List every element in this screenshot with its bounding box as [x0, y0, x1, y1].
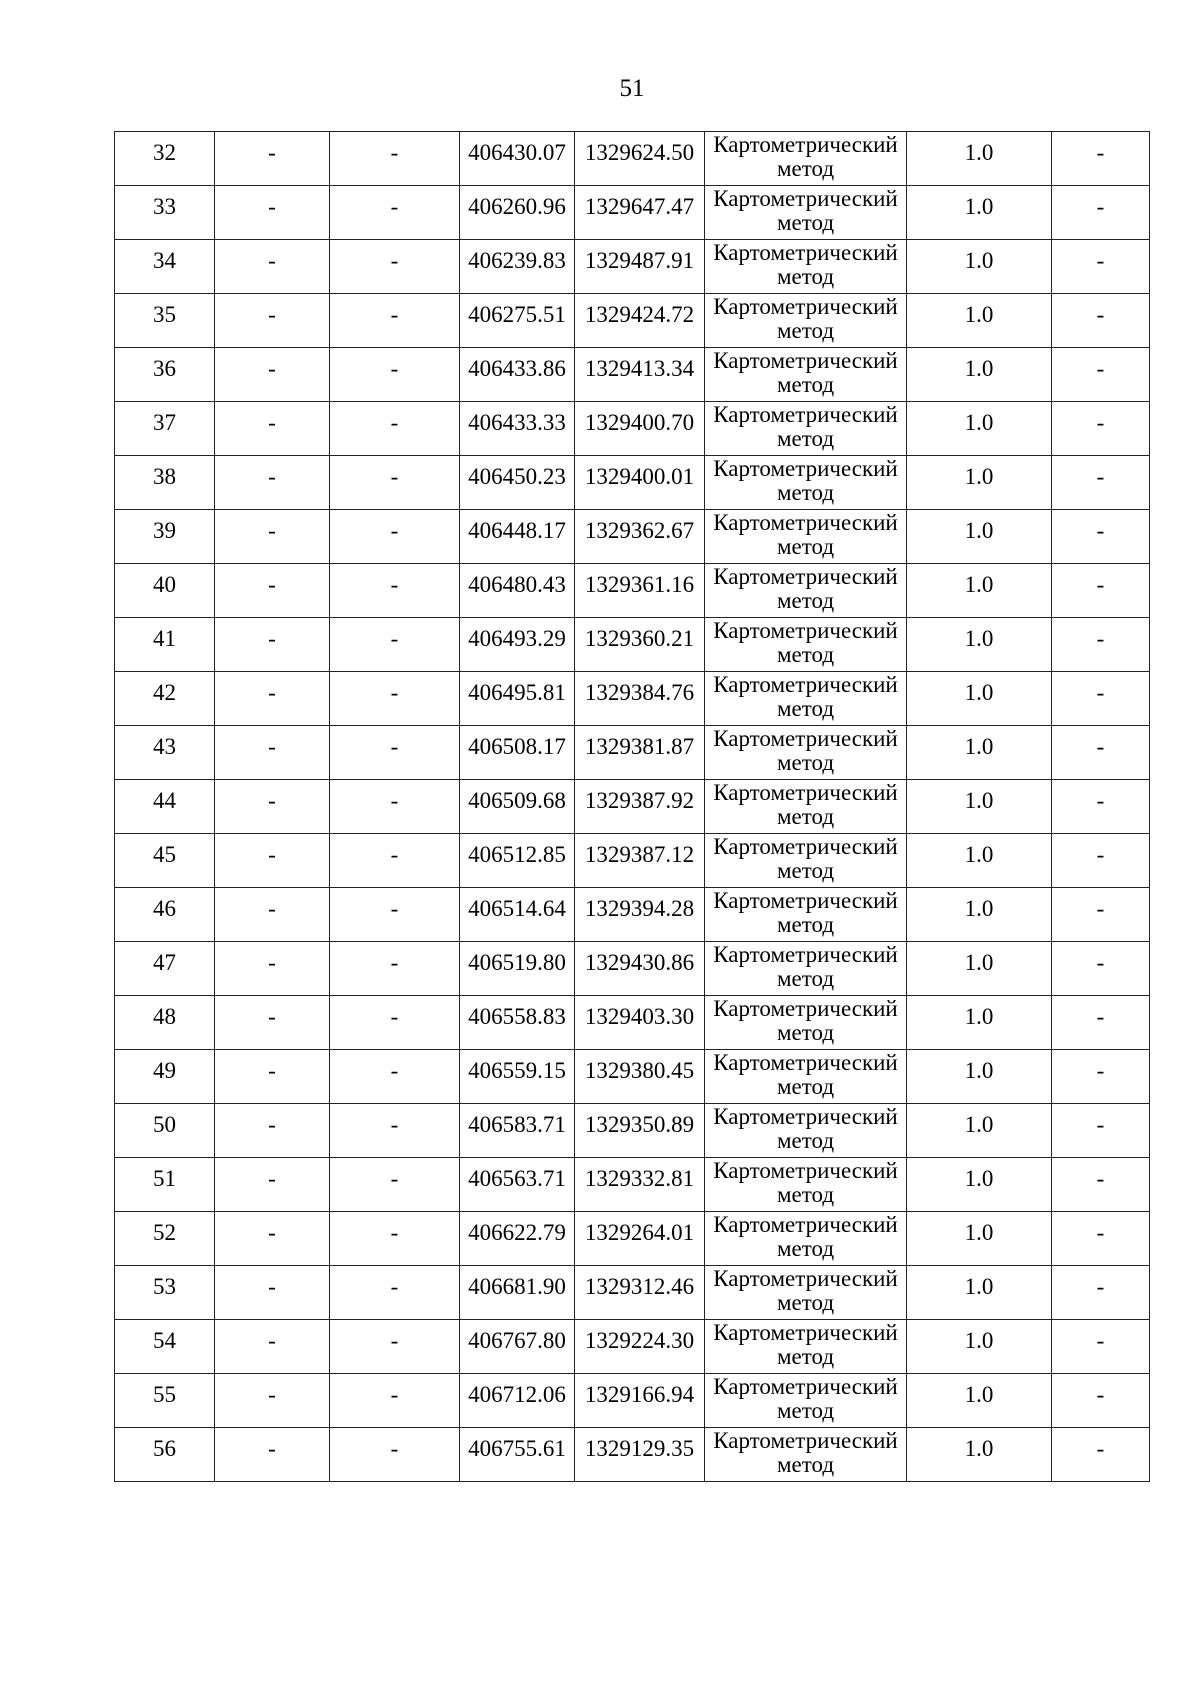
y-coordinate-cell: 1329413.34 [575, 348, 705, 402]
x-coordinate-cell: 406433.86 [460, 348, 575, 402]
column-8-cell: - [1052, 996, 1150, 1050]
method-line-1: Картометрический [713, 1050, 898, 1075]
method-line-2: метод [776, 480, 835, 505]
column-2-cell: - [215, 942, 330, 996]
x-coordinate-cell: 406563.71 [460, 1158, 575, 1212]
column-3-cell: - [330, 942, 460, 996]
column-8-cell: - [1052, 186, 1150, 240]
y-coordinate-cell: 1329350.89 [575, 1104, 705, 1158]
method-cell [705, 1212, 907, 1266]
y-coordinate-cell: 1329400.01 [575, 456, 705, 510]
point-number-cell: 35 [115, 294, 215, 348]
column-3-cell: - [330, 132, 460, 186]
method-line-1: Картометрический [713, 1266, 898, 1291]
point-number-cell: 34 [115, 240, 215, 294]
method-line-1: Картометрический [713, 1158, 898, 1183]
method-cell [705, 1104, 907, 1158]
point-number-cell: 32 [115, 132, 215, 186]
table-row [115, 1374, 1150, 1428]
method-cell [705, 240, 907, 294]
y-coordinate-cell: 1329624.50 [575, 132, 705, 186]
x-coordinate-cell: 406712.06 [460, 1374, 575, 1428]
accuracy-cell: 1.0 [907, 510, 1052, 564]
column-2-cell: - [215, 1266, 330, 1320]
method-line-1: Картометрический [713, 240, 898, 265]
column-8-cell: - [1052, 618, 1150, 672]
column-2-cell: - [215, 888, 330, 942]
column-2-cell: - [215, 456, 330, 510]
column-3-cell: - [330, 1266, 460, 1320]
table-row [115, 1158, 1150, 1212]
method-line-2: метод [776, 696, 835, 721]
column-8-cell: - [1052, 1158, 1150, 1212]
method-line-1: Картометрический [713, 996, 898, 1021]
method-line-2: метод [776, 426, 835, 451]
point-number-cell: 50 [115, 1104, 215, 1158]
y-coordinate-cell: 1329166.94 [575, 1374, 705, 1428]
method-line-2: метод [776, 534, 835, 559]
method-cell [705, 1374, 907, 1428]
column-8-cell: - [1052, 1320, 1150, 1374]
column-3-cell: - [330, 348, 460, 402]
table-row [115, 348, 1150, 402]
table-row [115, 1104, 1150, 1158]
column-3-cell: - [330, 996, 460, 1050]
method-line-2: метод [776, 588, 835, 613]
point-number-cell: 39 [115, 510, 215, 564]
column-3-cell: - [330, 456, 460, 510]
point-number-cell: 44 [115, 780, 215, 834]
method-cell [705, 1050, 907, 1104]
method-line-1: Картометрический [713, 1104, 898, 1129]
method-line-1: Картометрический [713, 1374, 898, 1399]
method-cell [705, 1320, 907, 1374]
x-coordinate-cell: 406433.33 [460, 402, 575, 456]
method-line-1: Картометрический [713, 942, 898, 967]
accuracy-cell: 1.0 [907, 456, 1052, 510]
point-number-cell: 49 [115, 1050, 215, 1104]
column-3-cell: - [330, 240, 460, 294]
accuracy-cell: 1.0 [907, 240, 1052, 294]
method-line-1: Картометрический [713, 618, 898, 643]
table-row [115, 618, 1150, 672]
y-coordinate-cell: 1329387.12 [575, 834, 705, 888]
y-coordinate-cell: 1329394.28 [575, 888, 705, 942]
column-2-cell: - [215, 186, 330, 240]
method-line-1: Картометрический [713, 294, 898, 319]
accuracy-cell: 1.0 [907, 1428, 1052, 1482]
column-3-cell: - [330, 726, 460, 780]
column-2-cell: - [215, 1428, 330, 1482]
method-cell [705, 780, 907, 834]
column-3-cell: - [330, 834, 460, 888]
y-coordinate-cell: 1329224.30 [575, 1320, 705, 1374]
column-2-cell: - [215, 348, 330, 402]
accuracy-cell: 1.0 [907, 1050, 1052, 1104]
accuracy-cell: 1.0 [907, 402, 1052, 456]
table-row [115, 780, 1150, 834]
method-line-1: Картометрический [713, 402, 898, 427]
method-line-2: метод [776, 804, 835, 829]
column-8-cell: - [1052, 942, 1150, 996]
column-2-cell: - [215, 1104, 330, 1158]
point-number-cell: 42 [115, 672, 215, 726]
table-row [115, 240, 1150, 294]
column-3-cell: - [330, 1320, 460, 1374]
column-2-cell: - [215, 1212, 330, 1266]
y-coordinate-cell: 1329361.16 [575, 564, 705, 618]
method-line-1: Картометрический [713, 888, 898, 913]
method-line-2: метод [776, 1452, 835, 1477]
x-coordinate-cell: 406448.17 [460, 510, 575, 564]
method-cell [705, 942, 907, 996]
column-3-cell: - [330, 186, 460, 240]
table-row [115, 132, 1150, 186]
method-line-1: Картометрический [713, 348, 898, 373]
column-8-cell: - [1052, 132, 1150, 186]
method-line-2: метод [776, 318, 835, 343]
x-coordinate-cell: 406260.96 [460, 186, 575, 240]
x-coordinate-cell: 406558.83 [460, 996, 575, 1050]
point-number-cell: 47 [115, 942, 215, 996]
column-3-cell: - [330, 1104, 460, 1158]
method-cell [705, 996, 907, 1050]
y-coordinate-cell: 1329387.92 [575, 780, 705, 834]
method-line-1: Картометрический [713, 834, 898, 859]
column-3-cell: - [330, 294, 460, 348]
method-cell [705, 564, 907, 618]
column-3-cell: - [330, 1158, 460, 1212]
method-cell [705, 834, 907, 888]
method-cell [705, 186, 907, 240]
y-coordinate-cell: 1329487.91 [575, 240, 705, 294]
method-cell [705, 618, 907, 672]
accuracy-cell: 1.0 [907, 1158, 1052, 1212]
y-coordinate-cell: 1329381.87 [575, 726, 705, 780]
accuracy-cell: 1.0 [907, 726, 1052, 780]
column-8-cell: - [1052, 348, 1150, 402]
column-2-cell: - [215, 672, 330, 726]
x-coordinate-cell: 406493.29 [460, 618, 575, 672]
method-line-1: Картометрический [713, 780, 898, 805]
method-line-2: метод [776, 966, 835, 991]
point-number-cell: 54 [115, 1320, 215, 1374]
table-row [115, 672, 1150, 726]
table-row [115, 1320, 1150, 1374]
method-cell [705, 1428, 907, 1482]
point-number-cell: 51 [115, 1158, 215, 1212]
accuracy-cell: 1.0 [907, 618, 1052, 672]
column-8-cell: - [1052, 510, 1150, 564]
method-line-1: Картометрический [713, 1212, 898, 1237]
column-2-cell: - [215, 510, 330, 564]
column-3-cell: - [330, 1050, 460, 1104]
method-line-2: метод [776, 1236, 835, 1261]
method-line-1: Картометрический [713, 132, 898, 157]
column-2-cell: - [215, 1320, 330, 1374]
column-8-cell: - [1052, 1374, 1150, 1428]
table-row [115, 942, 1150, 996]
x-coordinate-cell: 406239.83 [460, 240, 575, 294]
accuracy-cell: 1.0 [907, 996, 1052, 1050]
accuracy-cell: 1.0 [907, 780, 1052, 834]
table-row [115, 834, 1150, 888]
point-number-cell: 43 [115, 726, 215, 780]
table-row [115, 564, 1150, 618]
point-number-cell: 38 [115, 456, 215, 510]
column-2-cell: - [215, 726, 330, 780]
accuracy-cell: 1.0 [907, 1212, 1052, 1266]
method-line-2: метод [776, 372, 835, 397]
column-8-cell: - [1052, 240, 1150, 294]
column-8-cell: - [1052, 1104, 1150, 1158]
x-coordinate-cell: 406559.15 [460, 1050, 575, 1104]
coordinates-table [114, 131, 1150, 1482]
method-line-2: метод [776, 1290, 835, 1315]
method-line-2: метод [776, 1344, 835, 1369]
column-3-cell: - [330, 672, 460, 726]
y-coordinate-cell: 1329129.35 [575, 1428, 705, 1482]
page-number: 51 [619, 75, 645, 102]
column-3-cell: - [330, 1428, 460, 1482]
x-coordinate-cell: 406767.80 [460, 1320, 575, 1374]
accuracy-cell: 1.0 [907, 834, 1052, 888]
column-2-cell: - [215, 1374, 330, 1428]
x-coordinate-cell: 406450.23 [460, 456, 575, 510]
accuracy-cell: 1.0 [907, 1266, 1052, 1320]
method-cell [705, 510, 907, 564]
table-row [115, 726, 1150, 780]
column-3-cell: - [330, 618, 460, 672]
method-line-2: метод [776, 912, 835, 937]
y-coordinate-cell: 1329332.81 [575, 1158, 705, 1212]
column-8-cell: - [1052, 402, 1150, 456]
y-coordinate-cell: 1329384.76 [575, 672, 705, 726]
y-coordinate-cell: 1329360.21 [575, 618, 705, 672]
x-coordinate-cell: 406508.17 [460, 726, 575, 780]
column-2-cell: - [215, 1158, 330, 1212]
point-number-cell: 53 [115, 1266, 215, 1320]
column-8-cell: - [1052, 780, 1150, 834]
method-line-2: метод [776, 156, 835, 181]
method-cell [705, 726, 907, 780]
point-number-cell: 45 [115, 834, 215, 888]
table-row [115, 1050, 1150, 1104]
method-line-2: метод [776, 642, 835, 667]
method-cell [705, 132, 907, 186]
column-8-cell: - [1052, 1266, 1150, 1320]
y-coordinate-cell: 1329424.72 [575, 294, 705, 348]
method-line-2: метод [776, 264, 835, 289]
column-8-cell: - [1052, 1050, 1150, 1104]
x-coordinate-cell: 406430.07 [460, 132, 575, 186]
column-8-cell: - [1052, 1428, 1150, 1482]
accuracy-cell: 1.0 [907, 888, 1052, 942]
column-2-cell: - [215, 780, 330, 834]
accuracy-cell: 1.0 [907, 348, 1052, 402]
y-coordinate-cell: 1329362.67 [575, 510, 705, 564]
x-coordinate-cell: 406622.79 [460, 1212, 575, 1266]
column-8-cell: - [1052, 564, 1150, 618]
point-number-cell: 46 [115, 888, 215, 942]
table-row [115, 186, 1150, 240]
method-line-1: Картометрический [713, 456, 898, 481]
column-8-cell: - [1052, 888, 1150, 942]
column-2-cell: - [215, 240, 330, 294]
method-line-2: метод [776, 750, 835, 775]
table-row [115, 1428, 1150, 1482]
point-number-cell: 36 [115, 348, 215, 402]
column-8-cell: - [1052, 672, 1150, 726]
point-number-cell: 56 [115, 1428, 215, 1482]
point-number-cell: 40 [115, 564, 215, 618]
point-number-cell: 33 [115, 186, 215, 240]
method-line-1: Картометрический [713, 186, 898, 211]
column-2-cell: - [215, 996, 330, 1050]
method-line-2: метод [776, 1398, 835, 1423]
column-3-cell: - [330, 1212, 460, 1266]
column-8-cell: - [1052, 726, 1150, 780]
method-line-1: Картометрический [713, 1428, 898, 1453]
table-row [115, 1266, 1150, 1320]
method-cell [705, 402, 907, 456]
table-row [115, 294, 1150, 348]
y-coordinate-cell: 1329400.70 [575, 402, 705, 456]
table-row [115, 456, 1150, 510]
method-cell [705, 348, 907, 402]
accuracy-cell: 1.0 [907, 672, 1052, 726]
x-coordinate-cell: 406681.90 [460, 1266, 575, 1320]
x-coordinate-cell: 406583.71 [460, 1104, 575, 1158]
point-number-cell: 41 [115, 618, 215, 672]
x-coordinate-cell: 406519.80 [460, 942, 575, 996]
method-cell [705, 456, 907, 510]
column-2-cell: - [215, 294, 330, 348]
column-2-cell: - [215, 402, 330, 456]
x-coordinate-cell: 406755.61 [460, 1428, 575, 1482]
method-line-1: Картометрический [713, 564, 898, 589]
column-3-cell: - [330, 402, 460, 456]
table-row [115, 1212, 1150, 1266]
accuracy-cell: 1.0 [907, 564, 1052, 618]
table-row [115, 888, 1150, 942]
y-coordinate-cell: 1329264.01 [575, 1212, 705, 1266]
method-cell [705, 672, 907, 726]
column-2-cell: - [215, 564, 330, 618]
method-cell [705, 294, 907, 348]
method-line-1: Картометрический [713, 510, 898, 535]
point-number-cell: 37 [115, 402, 215, 456]
accuracy-cell: 1.0 [907, 942, 1052, 996]
column-8-cell: - [1052, 834, 1150, 888]
column-3-cell: - [330, 510, 460, 564]
accuracy-cell: 1.0 [907, 1374, 1052, 1428]
accuracy-cell: 1.0 [907, 1320, 1052, 1374]
x-coordinate-cell: 406480.43 [460, 564, 575, 618]
point-number-cell: 52 [115, 1212, 215, 1266]
column-3-cell: - [330, 888, 460, 942]
method-cell [705, 888, 907, 942]
column-3-cell: - [330, 564, 460, 618]
accuracy-cell: 1.0 [907, 294, 1052, 348]
column-8-cell: - [1052, 1212, 1150, 1266]
x-coordinate-cell: 406495.81 [460, 672, 575, 726]
method-line-1: Картометрический [713, 726, 898, 751]
method-line-2: метод [776, 1128, 835, 1153]
table-row [115, 510, 1150, 564]
method-cell [705, 1266, 907, 1320]
method-line-2: метод [776, 210, 835, 235]
method-line-1: Картометрический [713, 672, 898, 697]
method-line-2: метод [776, 1020, 835, 1045]
table-body [115, 132, 1150, 1482]
x-coordinate-cell: 406512.85 [460, 834, 575, 888]
accuracy-cell: 1.0 [907, 186, 1052, 240]
method-line-2: метод [776, 1182, 835, 1207]
table-row [115, 402, 1150, 456]
y-coordinate-cell: 1329647.47 [575, 186, 705, 240]
x-coordinate-cell: 406514.64 [460, 888, 575, 942]
method-line-1: Картометрический [713, 1320, 898, 1345]
column-2-cell: - [215, 618, 330, 672]
column-3-cell: - [330, 780, 460, 834]
method-line-2: метод [776, 858, 835, 883]
column-3-cell: - [330, 1374, 460, 1428]
y-coordinate-cell: 1329312.46 [575, 1266, 705, 1320]
method-line-2: метод [776, 1074, 835, 1099]
y-coordinate-cell: 1329403.30 [575, 996, 705, 1050]
point-number-cell: 55 [115, 1374, 215, 1428]
column-8-cell: - [1052, 456, 1150, 510]
point-number-cell: 48 [115, 996, 215, 1050]
x-coordinate-cell: 406509.68 [460, 780, 575, 834]
column-8-cell: - [1052, 294, 1150, 348]
y-coordinate-cell: 1329430.86 [575, 942, 705, 996]
accuracy-cell: 1.0 [907, 1104, 1052, 1158]
column-2-cell: - [215, 1050, 330, 1104]
method-cell [705, 1158, 907, 1212]
column-2-cell: - [215, 132, 330, 186]
y-coordinate-cell: 1329380.45 [575, 1050, 705, 1104]
accuracy-cell: 1.0 [907, 132, 1052, 186]
table-row [115, 996, 1150, 1050]
x-coordinate-cell: 406275.51 [460, 294, 575, 348]
column-2-cell: - [215, 834, 330, 888]
